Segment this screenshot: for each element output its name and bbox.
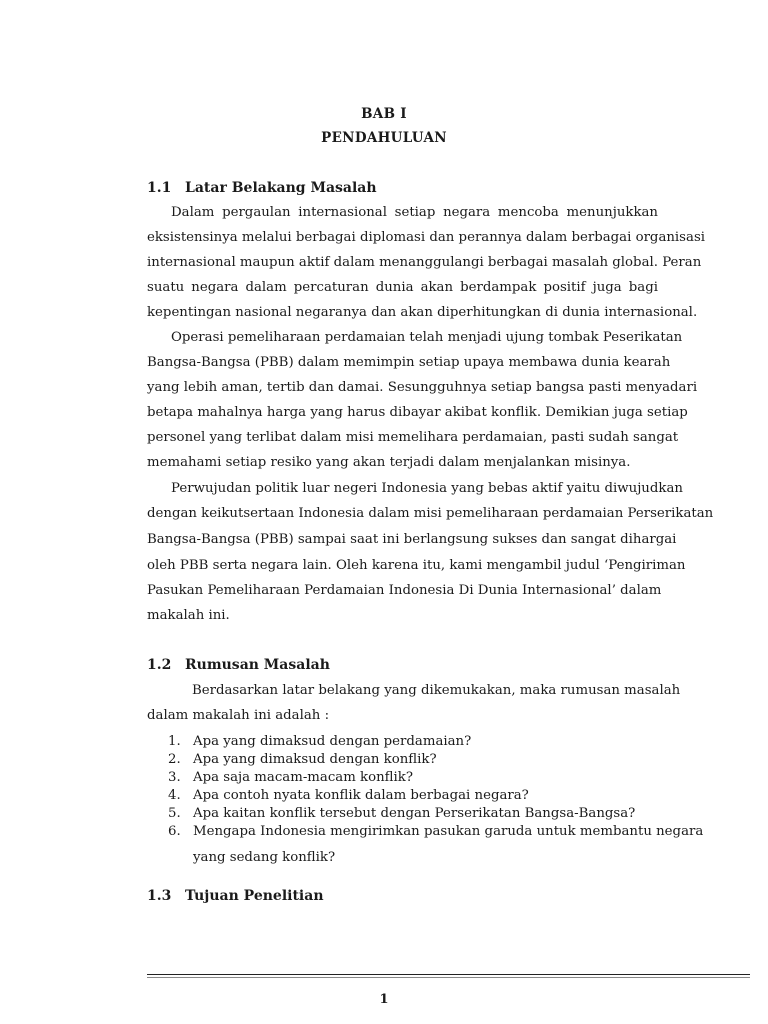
paragraph-line: internasional maupun aktif dalam menanggulangi berbagai masalah global. Peran <box>147 255 702 270</box>
paragraph-line: personel yang terlibat dalam misi memelihara perdamaian, pasti sudah sangat <box>147 430 679 445</box>
list-text: yang sedang konflik? <box>193 850 336 865</box>
list-text: Apa kaitan konflik tersebut dengan Perserikatan Bangsa-Bangsa? <box>193 806 636 821</box>
list-number: 3. <box>168 770 181 785</box>
paragraph-line: Berdasarkan latar belakang yang dikemukakan, maka rumusan masalah <box>192 683 681 698</box>
paragraph-line: eksistensinya melalui berbagai diplomasi dan perannya dalam berbagai organisasi <box>147 230 706 245</box>
paragraph-line: kepentingan nasional negaranya dan akan diperhitungkan di dunia internasional. <box>147 305 698 320</box>
list-text: Mengapa Indonesia mengirimkan pasukan garuda untuk membantu negara <box>193 824 704 839</box>
section-number: 1.2 <box>147 657 172 673</box>
chapter-number: BAB I <box>361 106 407 122</box>
list-number: 5. <box>168 806 181 821</box>
paragraph-line: Dalam pergaulan internasional setiap negara mencoba menunjukkan <box>171 205 658 220</box>
list-number: 2. <box>168 752 181 767</box>
paragraph-line: Bangsa-Bangsa (PBB) sampai saat ini berlangsung sukses dan sangat dihargai <box>147 532 677 547</box>
paragraph-line: dengan keikutsertaan Indonesia dalam misi pemeliharaan perdamaian Perserikatan <box>147 506 714 521</box>
list-number: 1. <box>168 734 181 749</box>
paragraph-line: oleh PBB serta negara lain. Oleh karena itu, kami mengambil judul ‘Pengiriman <box>147 558 686 573</box>
paragraph-line: memahami setiap resiko yang akan terjadi dalam menjalankan misinya. <box>147 455 631 470</box>
section-title: Tujuan Penelitian <box>185 888 324 904</box>
section-number: 1.1 <box>147 180 172 196</box>
paragraph-line: Pasukan Pemeliharaan Perdamaian Indonesia Di Dunia Internasional’ dalam <box>147 583 662 598</box>
paragraph-line: suatu negara dalam percaturan dunia akan berdampak positif juga bagi <box>147 280 658 295</box>
paragraph-line: Perwujudan politik luar negeri Indonesia yang bebas aktif yaitu diwujudkan <box>171 481 683 496</box>
page-number: 1 <box>379 992 389 1007</box>
footer-divider <box>147 974 750 975</box>
paragraph-line: dalam makalah ini adalah : <box>147 708 330 723</box>
list-number: 6. <box>168 824 181 839</box>
list-number: 4. <box>168 788 181 803</box>
list-text: Apa yang dimaksud dengan perdamaian? <box>193 734 472 749</box>
footer-divider-secondary <box>147 977 750 978</box>
paragraph-line: makalah ini. <box>147 608 230 623</box>
paragraph-line: betapa mahalnya harga yang harus dibayar akibat konflik. Demikian juga setiap <box>147 405 688 420</box>
list-text: Apa yang dimaksud dengan konflik? <box>193 752 437 767</box>
paragraph-line: yang lebih aman, tertib dan damai. Sesungguhnya setiap bangsa pasti menyadari <box>147 380 698 395</box>
list-text: Apa contoh nyata konflik dalam berbagai negara? <box>193 788 529 803</box>
chapter-title: PENDAHULUAN <box>321 130 447 146</box>
list-text: Apa saja macam-macam konflik? <box>193 770 413 785</box>
section-title: Latar Belakang Masalah <box>185 180 377 196</box>
paragraph-line: Bangsa-Bangsa (PBB) dalam memimpin setiap upaya membawa dunia kearah <box>147 355 671 370</box>
section-title: Rumusan Masalah <box>185 657 330 673</box>
paragraph-line: Operasi pemeliharaan perdamaian telah menjadi ujung tombak Peserikatan <box>171 330 683 345</box>
section-number: 1.3 <box>147 888 172 904</box>
